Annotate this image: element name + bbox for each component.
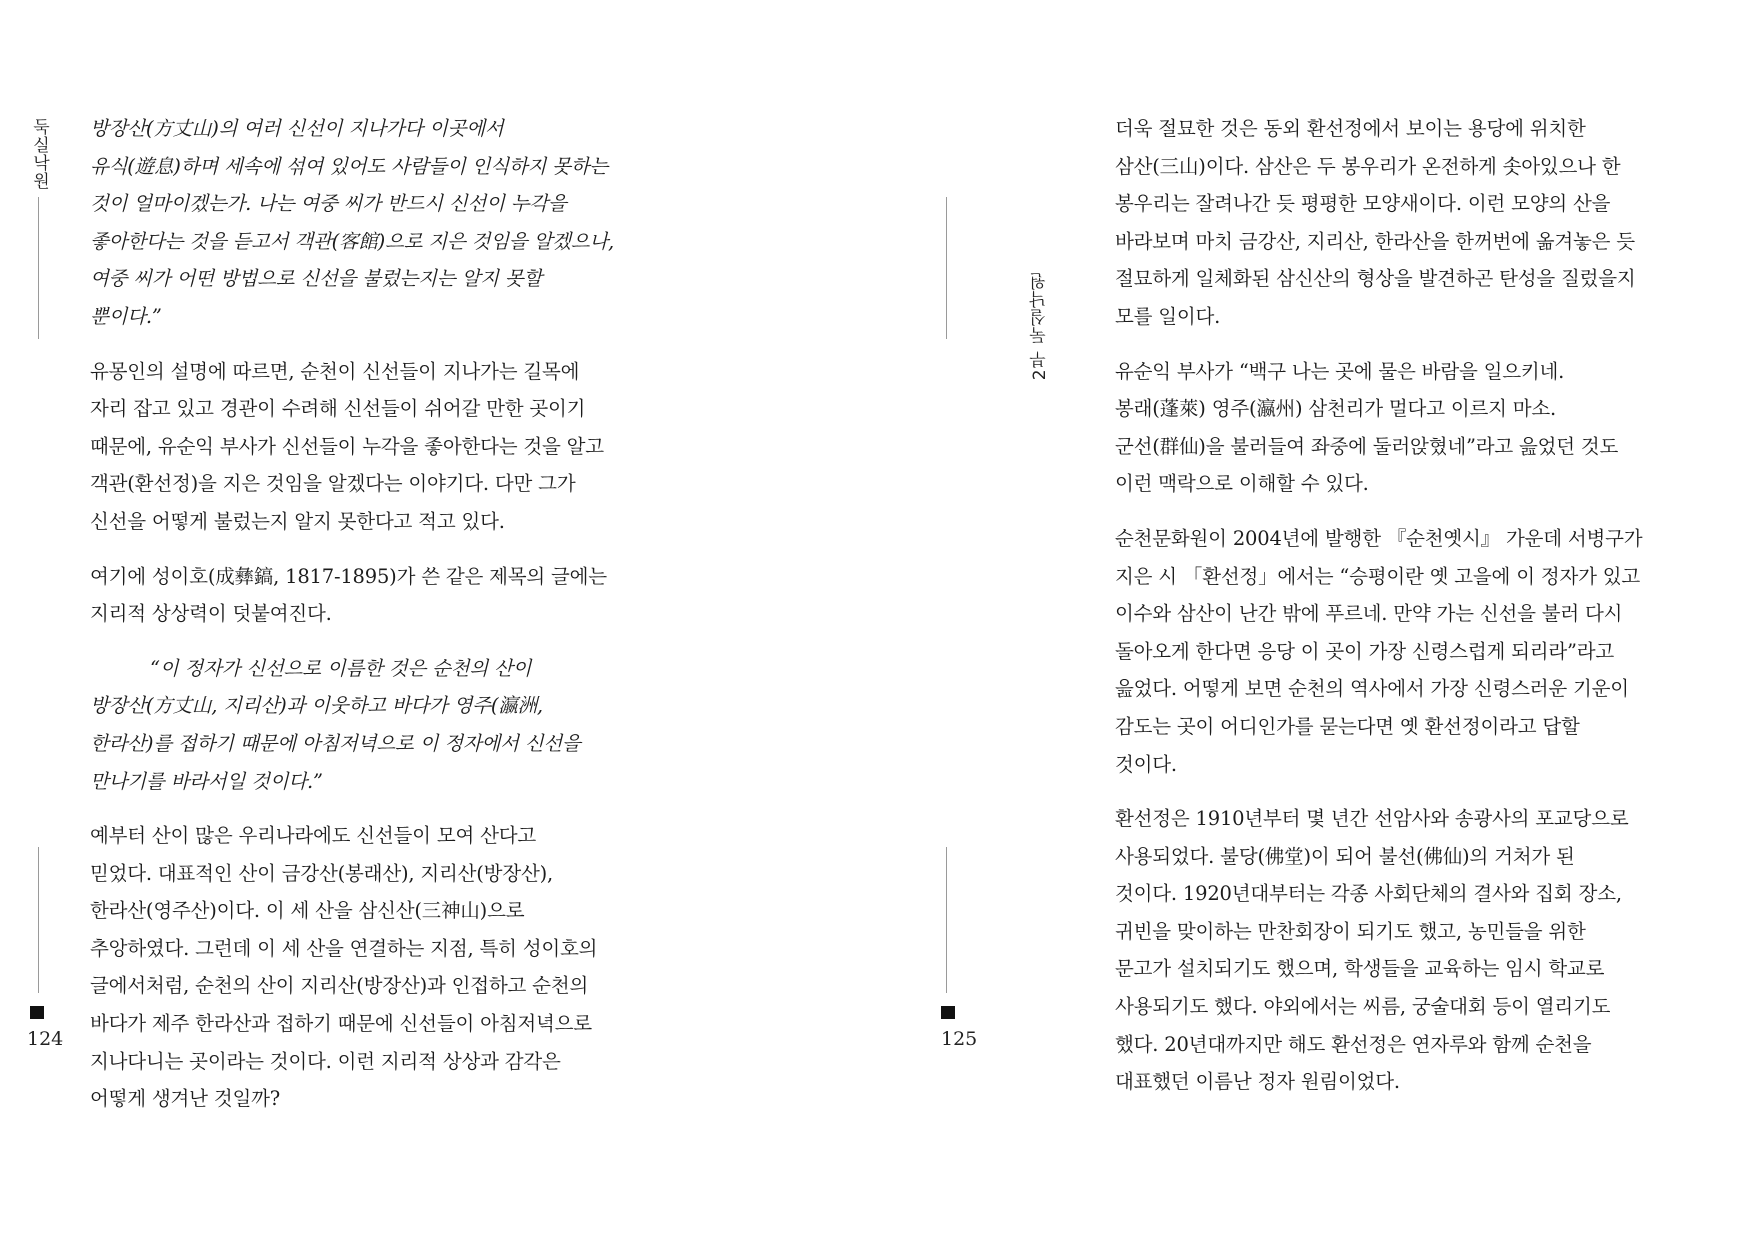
text-line: 한라산(영주산)이다. 이 세 산을 삼신산(三神山)으로 xyxy=(90,899,525,923)
text-line: 방장산(方丈山, 지리산)과 이웃하고 바다가 영주(瀛洲, xyxy=(90,694,543,718)
text-line: 좋아한다는 것을 듣고서 객관(客館)으로 지은 것임을 알겠으나, xyxy=(90,229,615,253)
margin-rule-bottom xyxy=(946,847,947,993)
text-line: 자리 잡고 있고 경관이 수려해 신선들이 쉬어갈 만한 곳이기 xyxy=(90,397,586,421)
text-line: 여기에 성이호(成彝鎬, 1817-1895)가 쓴 같은 제목의 글에는 xyxy=(90,564,607,588)
text-line: 만나기를 바라서일 것이다.” xyxy=(90,769,323,793)
text-line: 읊었다. 어떻게 보면 순천의 역사에서 가장 신령스러운 기운이 xyxy=(1115,677,1629,701)
text-line: 모를 일이다. xyxy=(1115,304,1221,328)
text-line: 여중 씨가 어떤 방법으로 신선을 불렀는지는 알지 못할 xyxy=(90,267,543,291)
text-line: 문고가 설치되기도 했으며, 학생들을 교육하는 임시 학교로 xyxy=(1115,957,1605,981)
running-title: 2부 둑실낙원 xyxy=(1030,272,1050,381)
text-line: 바라보며 마치 금강산, 지리산, 한라산을 한꺼번에 옮겨놓은 듯 xyxy=(1115,229,1635,253)
text-line: 신선을 어떻게 불렀는지 알지 못한다고 적고 있다. xyxy=(90,509,505,533)
running-title: 둑실낙원 xyxy=(29,118,49,190)
text-line: 예부터 산이 많은 우리나라에도 신선들이 모여 산다고 xyxy=(90,824,537,848)
page-number: 124 xyxy=(27,1028,64,1050)
text-line: 유순익 부사가 “백구 나는 곳에 물은 바람을 일으키네. xyxy=(1115,359,1565,383)
text-line: 사용되었다. 불당(佛堂)이 되어 불선(佛仙)의 거처가 된 xyxy=(1115,844,1575,868)
margin-rule-top xyxy=(38,197,39,339)
text-line: 사용되기도 했다. 야외에서는 씨름, 궁술대회 등이 열리기도 xyxy=(1115,995,1611,1019)
text-line: 했다. 20년대까지만 해도 환선정은 연자루와 함께 순천을 xyxy=(1115,1032,1592,1056)
text-line: 어떻게 생겨난 것일까? xyxy=(90,1087,280,1111)
page-marker-square xyxy=(941,1006,955,1019)
left-page xyxy=(0,0,874,1241)
text-line: 유몽인의 설명에 따르면, 순천이 신선들이 지나가는 길목에 xyxy=(90,359,580,383)
text-line: “이 정자가 신선으로 이름한 것은 순천의 산이 xyxy=(150,656,532,680)
text-line: 군선(群仙)을 불러들여 좌중에 둘러앉혔네”라고 읊었던 것도 xyxy=(1115,434,1619,458)
paragraph xyxy=(1115,800,1685,1101)
text-line: 대표했던 이름난 정자 원림이었다. xyxy=(1115,1070,1400,1094)
page-number: 125 xyxy=(941,1028,978,1050)
text-line: 객관(환선정)을 지은 것임을 알겠다는 이야기다. 다만 그가 xyxy=(90,472,576,496)
text-line: 한라산)를 접하기 때문에 아침저녁으로 이 정자에서 신선을 xyxy=(90,731,581,755)
text-line: 절묘하게 일체화된 삼신산의 형상을 발견하곤 탄성을 질렀을지 xyxy=(1115,267,1636,291)
paragraph xyxy=(1115,110,1685,336)
text-line: 이수와 삼산이 난간 밖에 푸르네. 만약 가는 신선을 불러 다시 xyxy=(1115,602,1623,626)
body-text xyxy=(90,110,650,1135)
text-line: 것이다. 1920년대부터는 각종 사회단체의 결사와 집회 장소, xyxy=(1115,882,1622,906)
text-line: 봉우리는 잘려나간 듯 평평한 모양새이다. 이런 모양의 산을 xyxy=(1115,192,1611,216)
text-line: 믿었다. 대표적인 산이 금강산(봉래산), 지리산(방장산), xyxy=(90,861,553,885)
text-line: 삼산(三山)이다. 삼산은 두 봉우리가 온전하게 솟아있으나 한 xyxy=(1115,154,1621,178)
text-line: 글에서처럼, 순천의 산이 지리산(방장산)과 인접하고 순천의 xyxy=(90,974,589,998)
text-line: 지은 시 「환선정」에서는 “승평이란 옛 고을에 이 정자가 있고 xyxy=(1115,564,1641,588)
text-line: 봉래(蓬萊) 영주(瀛州) 삼천리가 멀다고 이르지 마소. xyxy=(1115,397,1557,421)
paragraph xyxy=(1115,520,1685,783)
text-line: 방장산(方丈山)의 여러 신선이 지나가다 이곳에서 xyxy=(90,117,504,140)
text-line: 것이 얼마이겠는가. 나는 여중 씨가 반드시 신선이 누각을 xyxy=(90,192,567,216)
margin-rule-bottom xyxy=(38,847,39,993)
text-line: 바다가 제주 한라산과 접하기 때문에 신선들이 아침저녁으로 xyxy=(90,1012,592,1036)
text-line: 뿐이다.” xyxy=(90,304,162,328)
text-line: 순천문화원이 2004년에 발행한 『순천옛시』 가운데 서병구가 xyxy=(1115,526,1643,550)
quote-paragraph xyxy=(90,650,650,800)
text-line: 유식(遊息)하며 세속에 섞여 있어도 사람들이 인식하지 못하는 xyxy=(90,154,609,178)
paragraph xyxy=(1115,353,1685,503)
text-line: 이런 맥락으로 이해할 수 있다. xyxy=(1115,472,1369,496)
paragraph xyxy=(90,558,650,633)
text-line: 지나다니는 곳이라는 것이다. 이런 지리적 상상과 감각은 xyxy=(90,1049,561,1073)
quote-paragraph xyxy=(90,110,650,336)
margin-rule-top xyxy=(946,197,947,339)
page-marker-square xyxy=(30,1006,44,1019)
text-line: 더욱 절묘한 것은 동외 환선정에서 보이는 용당에 위치한 xyxy=(1115,117,1586,140)
paragraph xyxy=(90,817,650,1118)
right-page xyxy=(875,0,1749,1241)
text-line: 환선정은 1910년부터 몇 년간 선암사와 송광사의 포교당으로 xyxy=(1115,807,1629,831)
text-line: 지리적 상상력이 덧붙여진다. xyxy=(90,602,332,626)
body-text xyxy=(1115,110,1685,1118)
text-line: 감도는 곳이 어디인가를 묻는다면 옛 환선정이라고 답할 xyxy=(1115,714,1580,738)
text-line: 돌아오게 한다면 응당 이 곳이 가장 신령스럽게 되리라”라고 xyxy=(1115,639,1615,663)
text-line: 것이다. xyxy=(1115,752,1177,776)
text-line: 때문에, 유순익 부사가 신선들이 누각을 좋아한다는 것을 알고 xyxy=(90,434,604,458)
text-line: 추앙하였다. 그런데 이 세 산을 연결하는 지점, 특히 성이호의 xyxy=(90,936,598,960)
paragraph xyxy=(90,353,650,541)
text-line: 귀빈을 맞이하는 만찬회장이 되기도 했고, 농민들을 위한 xyxy=(1115,919,1586,943)
